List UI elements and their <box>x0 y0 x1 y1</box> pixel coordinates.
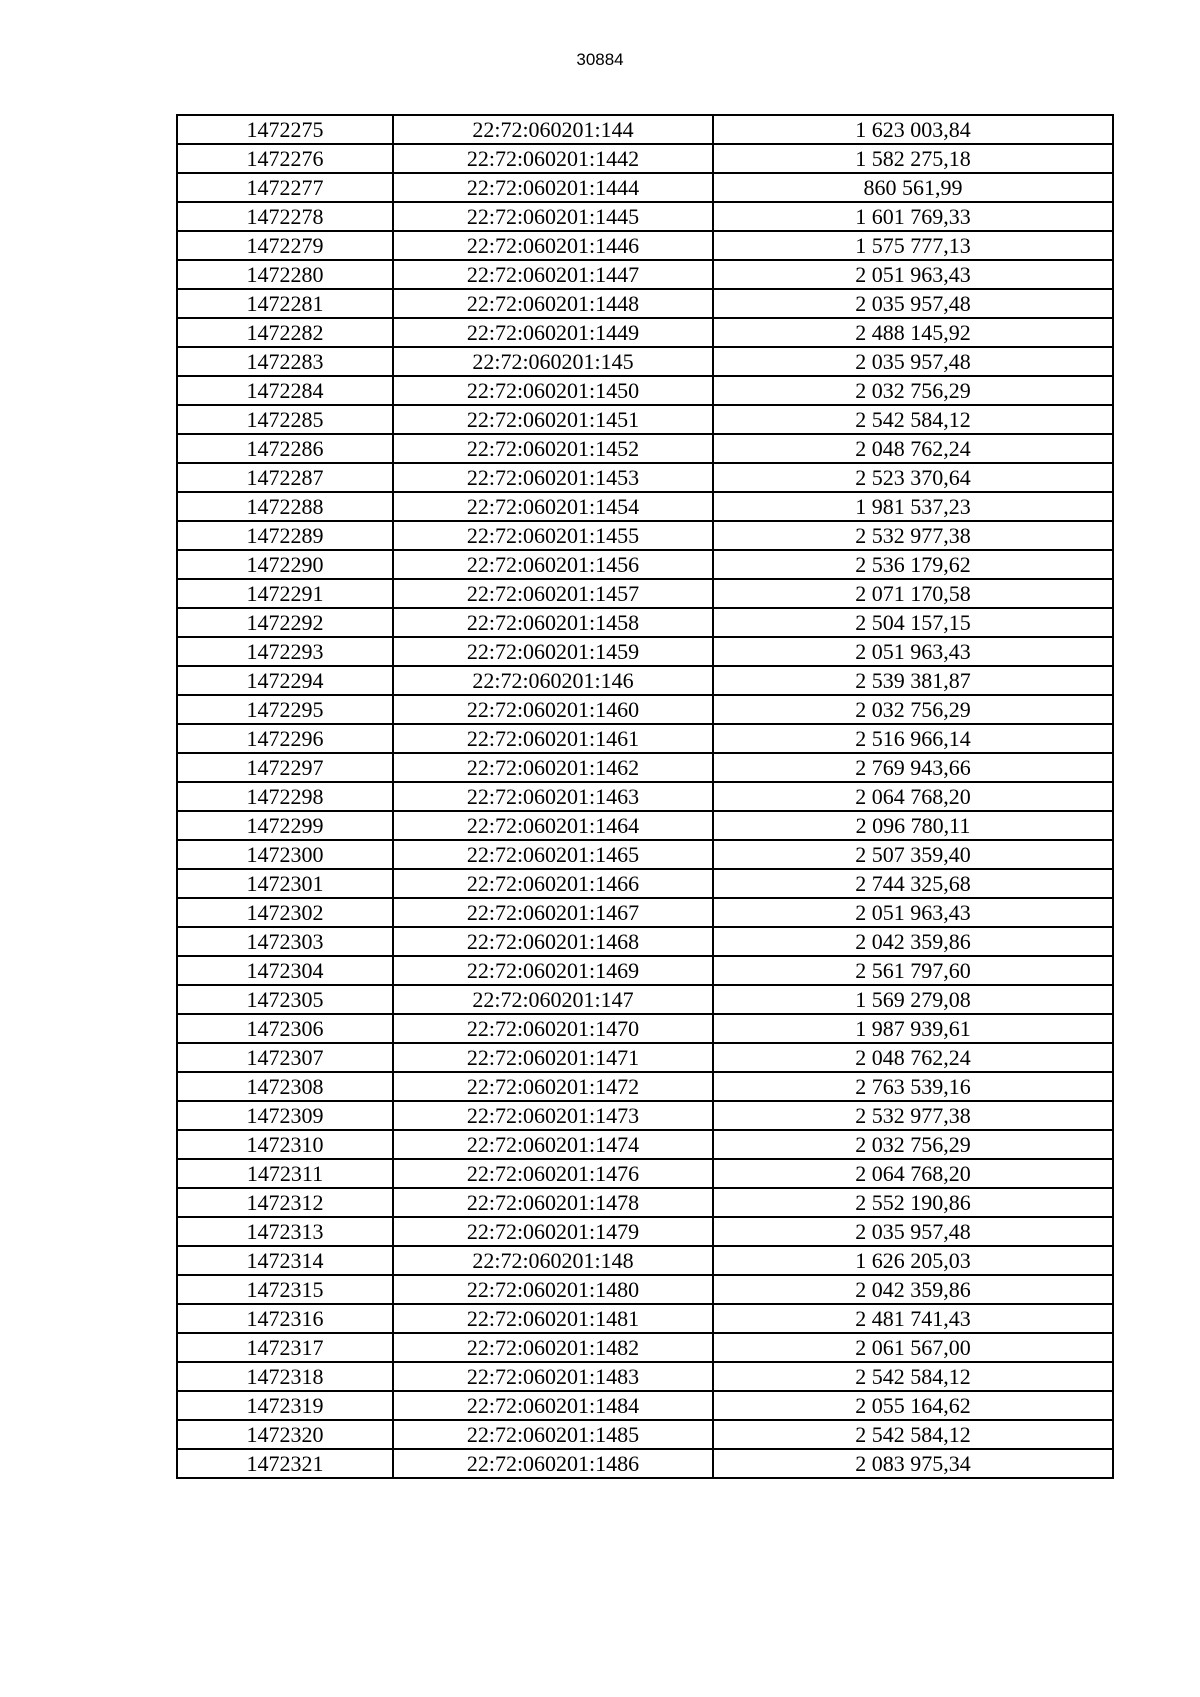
cadastral-value-cell: 2 561 797,60 <box>713 956 1113 985</box>
table-row <box>177 318 1113 347</box>
cadastral-value-cell: 2 763 539,16 <box>713 1072 1113 1101</box>
cadastral-number-cell: 22:72:060201:1471 <box>393 1043 713 1072</box>
table-row <box>177 231 1113 260</box>
cadastral-number-cell: 22:72:060201:1467 <box>393 898 713 927</box>
table-row <box>177 1420 1113 1449</box>
cadastral-number-cell: 22:72:060201:1458 <box>393 608 713 637</box>
row-number-cell: 1472314 <box>177 1246 393 1275</box>
cadastral-number-cell: 22:72:060201:1466 <box>393 869 713 898</box>
cadastral-value-cell: 1 582 275,18 <box>713 144 1113 173</box>
cadastral-value-cell: 2 048 762,24 <box>713 1043 1113 1072</box>
table-row <box>177 173 1113 202</box>
cadastral-value-cell: 2 083 975,34 <box>713 1449 1113 1478</box>
cadastral-number-cell: 22:72:060201:1459 <box>393 637 713 666</box>
table-row <box>177 144 1113 173</box>
row-number-cell: 1472284 <box>177 376 393 405</box>
cadastral-number-cell: 22:72:060201:144 <box>393 115 713 144</box>
cadastral-number-cell: 22:72:060201:1479 <box>393 1217 713 1246</box>
table-row <box>177 1246 1113 1275</box>
cadastral-number-cell: 22:72:060201:1456 <box>393 550 713 579</box>
cadastral-number-cell: 22:72:060201:1442 <box>393 144 713 173</box>
cadastral-number-cell: 22:72:060201:1448 <box>393 289 713 318</box>
cadastral-number-cell: 22:72:060201:1481 <box>393 1304 713 1333</box>
cadastral-number-cell: 22:72:060201:147 <box>393 985 713 1014</box>
row-number-cell: 1472285 <box>177 405 393 434</box>
cadastral-value-cell: 2 744 325,68 <box>713 869 1113 898</box>
table-row <box>177 434 1113 463</box>
table-row <box>177 260 1113 289</box>
cadastral-value-cell: 2 064 768,20 <box>713 1159 1113 1188</box>
row-number-cell: 1472310 <box>177 1130 393 1159</box>
cadastral-value-cell: 2 051 963,43 <box>713 637 1113 666</box>
cadastral-value-table <box>176 114 1114 1479</box>
row-number-cell: 1472292 <box>177 608 393 637</box>
table-row <box>177 898 1113 927</box>
cadastral-value-cell: 2 064 768,20 <box>713 782 1113 811</box>
cadastral-number-cell: 22:72:060201:1482 <box>393 1333 713 1362</box>
table-row <box>177 927 1113 956</box>
cadastral-number-cell: 22:72:060201:1461 <box>393 724 713 753</box>
cadastral-value-cell: 2 042 359,86 <box>713 1275 1113 1304</box>
row-number-cell: 1472308 <box>177 1072 393 1101</box>
cadastral-value-cell: 2 055 164,62 <box>713 1391 1113 1420</box>
cadastral-number-cell: 22:72:060201:146 <box>393 666 713 695</box>
table-row <box>177 840 1113 869</box>
table-row <box>177 550 1113 579</box>
table-row <box>177 1043 1113 1072</box>
cadastral-number-cell: 22:72:060201:1460 <box>393 695 713 724</box>
table-row <box>177 1333 1113 1362</box>
row-number-cell: 1472319 <box>177 1391 393 1420</box>
cadastral-number-cell: 22:72:060201:1486 <box>393 1449 713 1478</box>
cadastral-value-cell: 1 601 769,33 <box>713 202 1113 231</box>
cadastral-number-cell: 22:72:060201:1483 <box>393 1362 713 1391</box>
cadastral-value-cell: 2 532 977,38 <box>713 1101 1113 1130</box>
cadastral-number-cell: 22:72:060201:1472 <box>393 1072 713 1101</box>
cadastral-value-cell: 1 623 003,84 <box>713 115 1113 144</box>
cadastral-value-cell: 1 626 205,03 <box>713 1246 1113 1275</box>
cadastral-number-cell: 22:72:060201:1474 <box>393 1130 713 1159</box>
row-number-cell: 1472312 <box>177 1188 393 1217</box>
row-number-cell: 1472283 <box>177 347 393 376</box>
cadastral-number-cell: 22:72:060201:1454 <box>393 492 713 521</box>
table-row <box>177 463 1113 492</box>
table-row <box>177 347 1113 376</box>
row-number-cell: 1472315 <box>177 1275 393 1304</box>
cadastral-value-cell: 2 539 381,87 <box>713 666 1113 695</box>
cadastral-number-cell: 22:72:060201:1457 <box>393 579 713 608</box>
cadastral-number-cell: 22:72:060201:1451 <box>393 405 713 434</box>
row-number-cell: 1472291 <box>177 579 393 608</box>
cadastral-number-cell: 22:72:060201:1452 <box>393 434 713 463</box>
cadastral-value-cell: 2 032 756,29 <box>713 695 1113 724</box>
table-row <box>177 695 1113 724</box>
cadastral-value-cell: 2 504 157,15 <box>713 608 1113 637</box>
table-row <box>177 1159 1113 1188</box>
row-number-cell: 1472286 <box>177 434 393 463</box>
row-number-cell: 1472318 <box>177 1362 393 1391</box>
cadastral-value-cell: 2 542 584,12 <box>713 405 1113 434</box>
cadastral-value-cell: 860 561,99 <box>713 173 1113 202</box>
row-number-cell: 1472280 <box>177 260 393 289</box>
row-number-cell: 1472282 <box>177 318 393 347</box>
table-row <box>177 376 1113 405</box>
cadastral-number-cell: 22:72:060201:1485 <box>393 1420 713 1449</box>
row-number-cell: 1472309 <box>177 1101 393 1130</box>
row-number-cell: 1472300 <box>177 840 393 869</box>
table-body <box>177 115 1113 1478</box>
row-number-cell: 1472299 <box>177 811 393 840</box>
cadastral-number-cell: 22:72:060201:1462 <box>393 753 713 782</box>
row-number-cell: 1472302 <box>177 898 393 927</box>
cadastral-number-cell: 22:72:060201:1470 <box>393 1014 713 1043</box>
cadastral-value-cell: 2 032 756,29 <box>713 1130 1113 1159</box>
cadastral-value-cell: 1 981 537,23 <box>713 492 1113 521</box>
row-number-cell: 1472294 <box>177 666 393 695</box>
table-row <box>177 1101 1113 1130</box>
cadastral-number-cell: 22:72:060201:1478 <box>393 1188 713 1217</box>
row-number-cell: 1472275 <box>177 115 393 144</box>
cadastral-number-cell: 22:72:060201:1464 <box>393 811 713 840</box>
row-number-cell: 1472307 <box>177 1043 393 1072</box>
table-row <box>177 985 1113 1014</box>
cadastral-value-cell: 2 048 762,24 <box>713 434 1113 463</box>
cadastral-value-cell: 2 071 170,58 <box>713 579 1113 608</box>
cadastral-value-cell: 2 536 179,62 <box>713 550 1113 579</box>
row-number-cell: 1472289 <box>177 521 393 550</box>
table-row <box>177 1362 1113 1391</box>
cadastral-value-cell: 2 032 756,29 <box>713 376 1113 405</box>
cadastral-value-cell: 2 481 741,43 <box>713 1304 1113 1333</box>
table-row <box>177 811 1113 840</box>
table-row <box>177 1130 1113 1159</box>
cadastral-number-cell: 22:72:060201:1447 <box>393 260 713 289</box>
table-row <box>177 1014 1113 1043</box>
cadastral-value-cell: 2 488 145,92 <box>713 318 1113 347</box>
cadastral-value-cell: 1 569 279,08 <box>713 985 1113 1014</box>
cadastral-value-cell: 2 542 584,12 <box>713 1362 1113 1391</box>
cadastral-value-cell: 1 575 777,13 <box>713 231 1113 260</box>
row-number-cell: 1472290 <box>177 550 393 579</box>
table-row <box>177 115 1113 144</box>
table-row <box>177 753 1113 782</box>
row-number-cell: 1472316 <box>177 1304 393 1333</box>
table-row <box>177 782 1113 811</box>
cadastral-number-cell: 22:72:060201:1473 <box>393 1101 713 1130</box>
table-row <box>177 956 1113 985</box>
table-row <box>177 637 1113 666</box>
cadastral-number-cell: 22:72:060201:1476 <box>393 1159 713 1188</box>
row-number-cell: 1472288 <box>177 492 393 521</box>
cadastral-value-cell: 1 987 939,61 <box>713 1014 1113 1043</box>
row-number-cell: 1472296 <box>177 724 393 753</box>
cadastral-number-cell: 22:72:060201:1465 <box>393 840 713 869</box>
table-row <box>177 1188 1113 1217</box>
cadastral-value-cell: 2 051 963,43 <box>713 898 1113 927</box>
cadastral-number-cell: 22:72:060201:145 <box>393 347 713 376</box>
cadastral-value-cell: 2 061 567,00 <box>713 1333 1113 1362</box>
row-number-cell: 1472313 <box>177 1217 393 1246</box>
cadastral-number-cell: 22:72:060201:1469 <box>393 956 713 985</box>
row-number-cell: 1472301 <box>177 869 393 898</box>
row-number-cell: 1472293 <box>177 637 393 666</box>
row-number-cell: 1472278 <box>177 202 393 231</box>
cadastral-number-cell: 22:72:060201:1463 <box>393 782 713 811</box>
cadastral-value-cell: 2 042 359,86 <box>713 927 1113 956</box>
row-number-cell: 1472277 <box>177 173 393 202</box>
cadastral-value-cell: 2 523 370,64 <box>713 463 1113 492</box>
table-row <box>177 1391 1113 1420</box>
cadastral-value-cell: 2 096 780,11 <box>713 811 1113 840</box>
table-row <box>177 1217 1113 1246</box>
row-number-cell: 1472281 <box>177 289 393 318</box>
row-number-cell: 1472306 <box>177 1014 393 1043</box>
cadastral-value-cell: 2 516 966,14 <box>713 724 1113 753</box>
table-row <box>177 724 1113 753</box>
cadastral-number-cell: 22:72:060201:1453 <box>393 463 713 492</box>
row-number-cell: 1472320 <box>177 1420 393 1449</box>
cadastral-number-cell: 22:72:060201:1444 <box>393 173 713 202</box>
page-number: 30884 <box>576 50 624 69</box>
cadastral-number-cell: 22:72:060201:1449 <box>393 318 713 347</box>
cadastral-value-cell: 2 532 977,38 <box>713 521 1113 550</box>
cadastral-number-cell: 22:72:060201:1446 <box>393 231 713 260</box>
row-number-cell: 1472298 <box>177 782 393 811</box>
cadastral-number-cell: 22:72:060201:1445 <box>393 202 713 231</box>
table-row <box>177 579 1113 608</box>
cadastral-number-cell: 22:72:060201:1480 <box>393 1275 713 1304</box>
cadastral-value-cell: 2 769 943,66 <box>713 753 1113 782</box>
cadastral-number-cell: 22:72:060201:1455 <box>393 521 713 550</box>
cadastral-value-cell: 2 035 957,48 <box>713 1217 1113 1246</box>
table-row <box>177 289 1113 318</box>
row-number-cell: 1472304 <box>177 956 393 985</box>
cadastral-value-cell: 2 035 957,48 <box>713 347 1113 376</box>
cadastral-value-cell: 2 542 584,12 <box>713 1420 1113 1449</box>
table-row <box>177 1449 1113 1478</box>
table-row <box>177 492 1113 521</box>
table-row <box>177 608 1113 637</box>
row-number-cell: 1472317 <box>177 1333 393 1362</box>
table-row <box>177 869 1113 898</box>
table-row <box>177 1072 1113 1101</box>
cadastral-value-cell: 2 552 190,86 <box>713 1188 1113 1217</box>
cadastral-number-cell: 22:72:060201:1468 <box>393 927 713 956</box>
table-row <box>177 405 1113 434</box>
table-row <box>177 202 1113 231</box>
row-number-cell: 1472321 <box>177 1449 393 1478</box>
cadastral-value-cell: 2 507 359,40 <box>713 840 1113 869</box>
table-row <box>177 1304 1113 1333</box>
table-row <box>177 521 1113 550</box>
row-number-cell: 1472305 <box>177 985 393 1014</box>
row-number-cell: 1472303 <box>177 927 393 956</box>
cadastral-table-container <box>176 114 1112 1479</box>
table-row <box>177 666 1113 695</box>
row-number-cell: 1472279 <box>177 231 393 260</box>
row-number-cell: 1472287 <box>177 463 393 492</box>
cadastral-value-cell: 2 051 963,43 <box>713 260 1113 289</box>
row-number-cell: 1472295 <box>177 695 393 724</box>
cadastral-number-cell: 22:72:060201:1450 <box>393 376 713 405</box>
cadastral-number-cell: 22:72:060201:1484 <box>393 1391 713 1420</box>
cadastral-value-cell: 2 035 957,48 <box>713 289 1113 318</box>
cadastral-number-cell: 22:72:060201:148 <box>393 1246 713 1275</box>
row-number-cell: 1472297 <box>177 753 393 782</box>
row-number-cell: 1472276 <box>177 144 393 173</box>
row-number-cell: 1472311 <box>177 1159 393 1188</box>
table-row <box>177 1275 1113 1304</box>
